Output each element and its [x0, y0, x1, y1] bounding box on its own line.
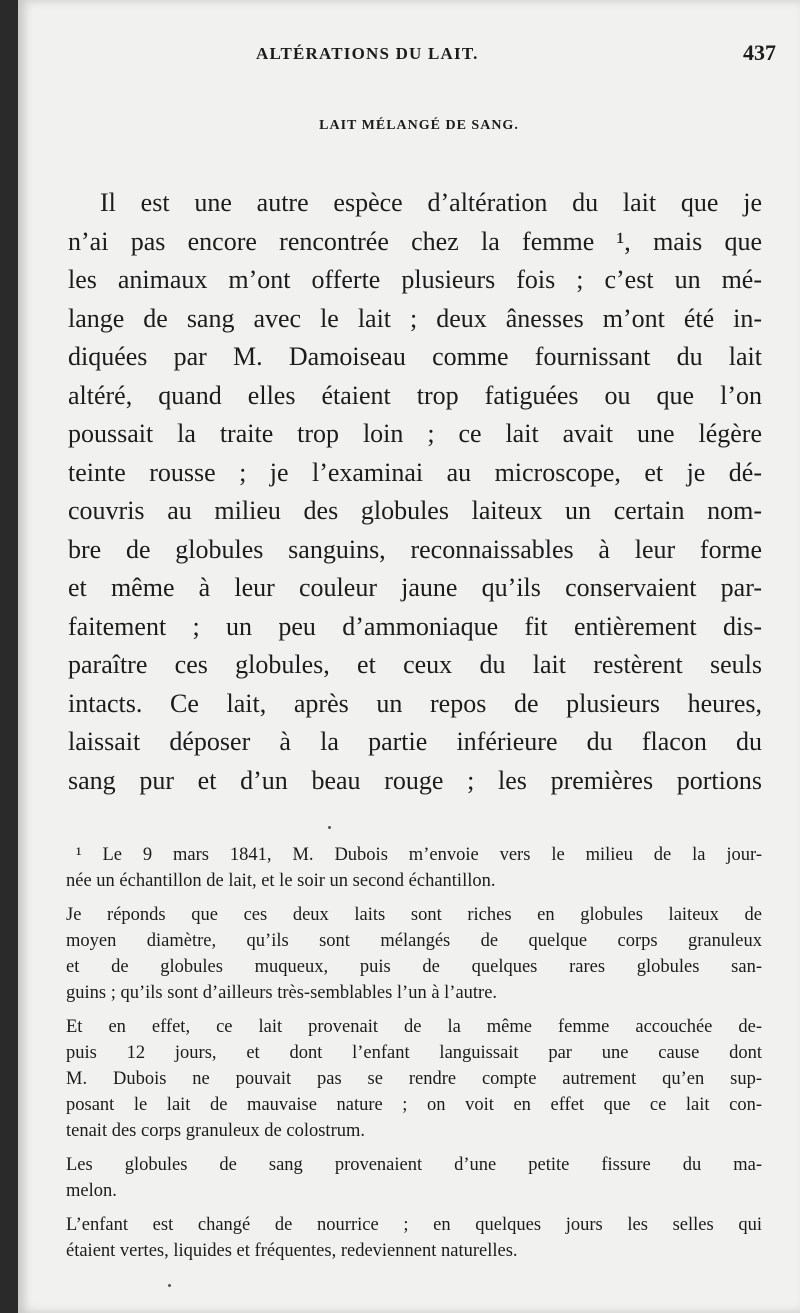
footnote-line: puis 12 jours, et dont l’enfant languissait par une cause dont [66, 1043, 762, 1063]
body-line: les animaux m’ont offerte plusieurs fois ; c’est un mé- [68, 265, 762, 294]
print-speck [168, 1284, 171, 1287]
body-line: sang pur et d’un beau rouge ; les premières portions [68, 765, 762, 795]
book-page [18, 0, 800, 1313]
body-line: intacts. Ce lait, après un repos de plusieurs heures, [68, 688, 762, 718]
footnotes [66, 842, 762, 1264]
body-line: bre de globules sanguins, reconnaissables à leur forme [68, 534, 762, 564]
footnote-line: moyen diamètre, qu’ils sont mélangés de quelque corps granuleux [66, 931, 762, 951]
body-line: n’ai pas encore rencontrée chez la femme ¹, mais que [68, 226, 762, 256]
body-line: poussait la traite trop loin ; ce lait avait une légère [68, 419, 762, 448]
footnote-line: Et en effet, ce lait provenait de la même femme accouchée de- [66, 1017, 762, 1037]
page-header [256, 40, 776, 84]
body-line: paraître ces globules, et ceux du lait restèrent seuls [68, 650, 762, 679]
body-text [68, 184, 762, 800]
body-line: altéré, quand elles étaient trop fatiguées ou que l’on [68, 380, 762, 410]
print-speck [328, 826, 331, 829]
body-line: Il est une autre espèce d’altération du lait que je [100, 188, 762, 217]
footnote-line: M. Dubois ne pouvait pas se rendre compte autrement qu’en sup- [66, 1069, 762, 1089]
body-line: faitement ; un peu d’ammoniaque fit entièrement dis- [68, 611, 762, 641]
footnote-line: ¹ Le 9 mars 1841, M. Dubois m’envoie vers le milieu de la jour- [76, 845, 762, 865]
running-title: ALTÉRATIONS DU LAIT. [256, 44, 479, 63]
body-line: lange de sang avec le lait ; deux ânesses m’ont été in- [68, 303, 762, 333]
section-title: LAIT MÉLANGÉ DE SANG. [319, 118, 519, 133]
footnote-line: L’enfant est changé de nourrice ; en quelques jours les selles qui [66, 1215, 762, 1235]
footnote-line: posant le lait de mauvaise nature ; on voit en effet que ce lait con- [66, 1095, 762, 1115]
footnote-line: tenait des corps granuleux de colostrum. [66, 1121, 365, 1141]
body-line: laissait déposer à la partie inférieure du flacon du [68, 727, 762, 756]
body-line: couvris au milieu des globules laiteux un certain nom- [68, 496, 762, 525]
body-line: teinte rousse ; je l’examinai au microscope, et je dé- [68, 457, 762, 487]
footnote-line: Les globules de sang provenaient d’une petite fissure du ma- [66, 1155, 762, 1175]
body-line: et même à leur couleur jaune qu’ils conservaient par- [68, 573, 762, 602]
footnote-line: née un échantillon de lait, et le soir un second échantillon. [66, 871, 496, 891]
footnote-line: étaient vertes, liquides et fréquentes, redeviennent naturelles. [66, 1241, 518, 1261]
footnote-line: guins ; qu’ils sont d’ailleurs très-semblables l’un à l’autre. [66, 983, 498, 1003]
footnote-line: et de globules muqueux, puis de quelques rares globules san- [66, 957, 762, 977]
body-line: diquées par M. Damoiseau comme fournissant du lait [68, 342, 762, 371]
footnote-line: Je réponds que ces deux laits sont riches en globules laiteux de [66, 905, 762, 925]
page-number: 437 [743, 40, 776, 65]
footnote-line: melon. [66, 1181, 117, 1201]
